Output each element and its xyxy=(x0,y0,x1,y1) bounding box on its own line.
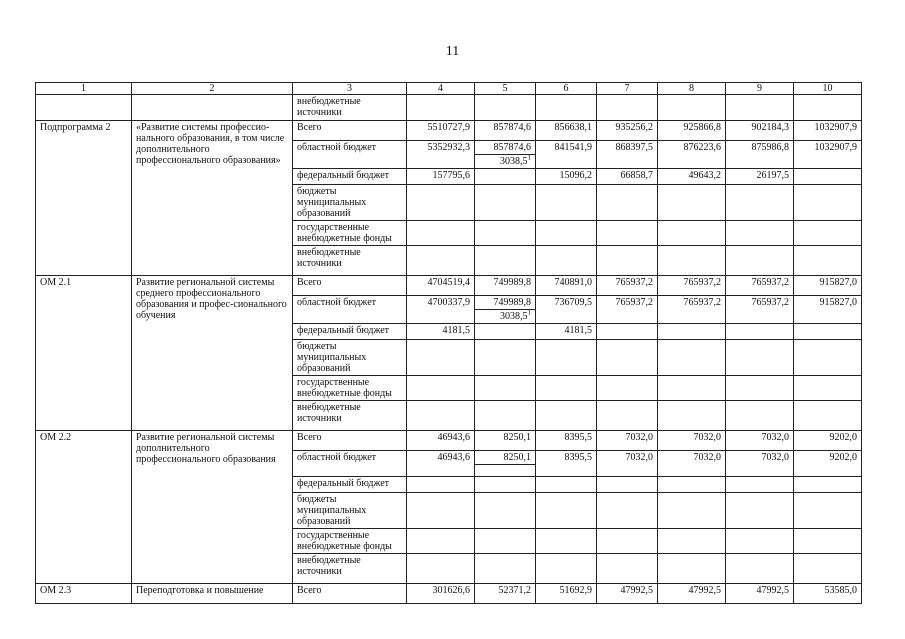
code-cell xyxy=(36,95,132,121)
empty-cell xyxy=(658,376,726,401)
value-cell: 1032907,9 xyxy=(794,141,862,169)
column-header: 4 xyxy=(407,83,475,95)
empty-cell xyxy=(658,246,726,276)
empty-cell xyxy=(794,340,862,376)
empty-cell xyxy=(794,246,862,276)
table-row xyxy=(36,276,862,296)
value-cell: 51692,9 xyxy=(536,584,597,604)
empty-cell xyxy=(407,554,475,584)
value-cell: 765937,2 xyxy=(658,276,726,296)
source-cell: бюджеты муниципальных образований xyxy=(293,185,407,221)
value-cell: 9202,0 xyxy=(794,451,862,477)
empty-cell xyxy=(794,376,862,401)
empty-cell xyxy=(536,95,597,121)
value-cell xyxy=(597,477,658,493)
value-cell: 26197,5 xyxy=(726,169,794,185)
table-row xyxy=(36,431,862,451)
empty-cell xyxy=(597,95,658,121)
value-cell xyxy=(475,169,536,185)
empty-cell xyxy=(407,95,475,121)
empty-cell xyxy=(794,493,862,529)
source-cell: Всего xyxy=(293,276,407,296)
value-cell: 935256,2 xyxy=(597,121,658,141)
column-header: 6 xyxy=(536,83,597,95)
empty-cell xyxy=(794,529,862,554)
empty-cell xyxy=(658,554,726,584)
source-cell: внебюджетные источники xyxy=(293,554,407,584)
empty-cell xyxy=(597,185,658,221)
value-cell: 301626,6 xyxy=(407,584,475,604)
empty-cell xyxy=(597,554,658,584)
value-cell xyxy=(794,477,862,493)
value-cell xyxy=(726,324,794,340)
source-cell: Всего xyxy=(293,121,407,141)
value-cell: 4181,5 xyxy=(536,324,597,340)
empty-cell xyxy=(407,246,475,276)
column-header: 3 xyxy=(293,83,407,95)
value-cell: 1032907,9 xyxy=(794,121,862,141)
empty-cell xyxy=(726,185,794,221)
value-cell: 53585,0 xyxy=(794,584,862,604)
empty-cell xyxy=(475,493,536,529)
value-cell: 876223,6 xyxy=(658,141,726,169)
footnote-amount: 3038,5 xyxy=(500,311,528,322)
value-cell: 765937,2 xyxy=(726,276,794,296)
section-title: «Развитие системы профессио-нального образования, в том числе дополнительного профессионального образования» xyxy=(132,121,293,276)
value-cell: 7032,0 xyxy=(658,431,726,451)
value-cell: 4181,5 xyxy=(407,324,475,340)
source-cell: областной бюджет xyxy=(293,141,407,169)
value-cell: 47992,5 xyxy=(597,584,658,604)
value-cell: 4700337,9 xyxy=(407,296,475,324)
empty-cell xyxy=(475,221,536,246)
empty-cell xyxy=(597,340,658,376)
page-number: 11 xyxy=(445,44,460,59)
empty-cell xyxy=(658,493,726,529)
value-cell: 5352932,3 xyxy=(407,141,475,169)
column-header: 1 xyxy=(36,83,132,95)
value-cell: 8250,1 xyxy=(475,431,536,451)
value-cell: 857874,6 xyxy=(475,121,536,141)
value-cell: 915827,0 xyxy=(794,276,862,296)
value-cell: 46943,6 xyxy=(407,451,475,477)
value-cell: 7032,0 xyxy=(658,451,726,477)
empty-cell xyxy=(658,185,726,221)
source-cell: областной бюджет xyxy=(293,451,407,477)
value-cell: 7032,0 xyxy=(597,431,658,451)
empty-cell xyxy=(658,221,726,246)
budget-table xyxy=(35,82,862,604)
source-cell: областной бюджет xyxy=(293,296,407,324)
section-title: Развитие региональной системы среднего профессионального образования и профес-сионального обучения xyxy=(132,276,293,431)
empty-cell xyxy=(475,95,536,121)
value-cell xyxy=(794,169,862,185)
empty-cell xyxy=(794,401,862,431)
source-cell: внебюджетные источники xyxy=(293,246,407,276)
column-header: 7 xyxy=(597,83,658,95)
value-cell: 765937,2 xyxy=(597,296,658,324)
value-cell: 15096,2 xyxy=(536,169,597,185)
value-cell: 749989,8 xyxy=(475,276,536,296)
empty-cell xyxy=(597,529,658,554)
value-cell: 8395,5 xyxy=(536,451,597,477)
table-row xyxy=(36,95,862,121)
footnote-value xyxy=(475,155,536,169)
section-title: Развитие региональной системы дополнительного профессионального образования xyxy=(132,431,293,584)
empty-cell xyxy=(536,493,597,529)
section-code: ОМ 2.1 xyxy=(36,276,132,431)
table-row xyxy=(36,121,862,141)
empty-cell xyxy=(597,493,658,529)
empty-cell xyxy=(726,493,794,529)
empty-cell xyxy=(794,185,862,221)
empty-cell xyxy=(475,185,536,221)
value-cell: 5510727,9 xyxy=(407,121,475,141)
empty-cell xyxy=(407,221,475,246)
value-cell: 7032,0 xyxy=(726,451,794,477)
empty-cell xyxy=(658,401,726,431)
footnote-value xyxy=(475,310,536,324)
empty-cell xyxy=(536,340,597,376)
column-header: 10 xyxy=(794,83,862,95)
value-cell: 49643,2 xyxy=(658,169,726,185)
value-cell xyxy=(658,477,726,493)
value-cell: 868397,5 xyxy=(597,141,658,169)
column-header: 5 xyxy=(475,83,536,95)
value-cell: 875986,8 xyxy=(726,141,794,169)
source-cell: бюджеты муниципальных образований xyxy=(293,493,407,529)
empty-cell xyxy=(794,95,862,121)
section-code: Подпрограмма 2 xyxy=(36,121,132,276)
footnote-amount: 3038,5 xyxy=(500,156,528,167)
value-cell xyxy=(794,324,862,340)
value-cell: 925866,8 xyxy=(658,121,726,141)
empty-cell xyxy=(407,376,475,401)
source-cell: федеральный бюджет xyxy=(293,324,407,340)
empty-cell xyxy=(475,246,536,276)
value-cell: 765937,2 xyxy=(726,296,794,324)
value-cell: 749989,8 xyxy=(475,296,536,310)
value-cell: 856638,1 xyxy=(536,121,597,141)
title-cell xyxy=(132,95,293,121)
value-cell: 52371,2 xyxy=(475,584,536,604)
value-cell: 7032,0 xyxy=(597,451,658,477)
column-header: 8 xyxy=(658,83,726,95)
value-cell: 157795,6 xyxy=(407,169,475,185)
empty-cell xyxy=(536,376,597,401)
section-code: ОМ 2.2 xyxy=(36,431,132,584)
empty-cell xyxy=(475,340,536,376)
section-title: Переподготовка и повышение xyxy=(132,584,293,604)
empty-cell xyxy=(658,340,726,376)
table-row xyxy=(36,584,862,604)
value-cell: 9202,0 xyxy=(794,431,862,451)
value-cell: 47992,5 xyxy=(726,584,794,604)
value-cell: 8395,5 xyxy=(536,431,597,451)
empty-cell xyxy=(475,401,536,431)
header-row xyxy=(36,83,862,95)
empty-cell xyxy=(597,376,658,401)
empty-cell xyxy=(726,221,794,246)
empty-cell xyxy=(726,554,794,584)
value-cell xyxy=(726,477,794,493)
value-cell: 915827,0 xyxy=(794,296,862,324)
empty-cell xyxy=(658,529,726,554)
empty-cell xyxy=(726,401,794,431)
empty-cell xyxy=(726,95,794,121)
value-cell: 7032,0 xyxy=(726,431,794,451)
empty-cell xyxy=(536,401,597,431)
value-cell: 4704519,4 xyxy=(407,276,475,296)
empty-cell xyxy=(597,221,658,246)
source-cell: бюджеты муниципальных образований xyxy=(293,340,407,376)
column-header: 2 xyxy=(132,83,293,95)
footnote-marker: 1 xyxy=(527,154,531,162)
empty-cell xyxy=(726,529,794,554)
empty-cell xyxy=(726,340,794,376)
value-cell xyxy=(475,324,536,340)
value-cell: 857874,6 xyxy=(475,141,536,155)
value-cell: 841541,9 xyxy=(536,141,597,169)
value-cell: 47992,5 xyxy=(658,584,726,604)
empty-cell xyxy=(536,529,597,554)
value-cell xyxy=(597,324,658,340)
empty-cell xyxy=(536,185,597,221)
value-cell xyxy=(536,477,597,493)
empty-cell xyxy=(407,401,475,431)
empty-cell xyxy=(597,401,658,431)
empty-cell xyxy=(475,529,536,554)
empty-cell xyxy=(658,95,726,121)
empty-cell xyxy=(407,185,475,221)
source-cell: Всего xyxy=(293,431,407,451)
source-cell: внебюджетные источники xyxy=(293,401,407,431)
empty-cell xyxy=(794,554,862,584)
value-cell: 8250,1 xyxy=(475,451,536,465)
source-cell: государственные внебюджетные фонды xyxy=(293,376,407,401)
empty-cell xyxy=(726,376,794,401)
empty-cell xyxy=(407,493,475,529)
empty-cell xyxy=(726,246,794,276)
value-cell xyxy=(658,324,726,340)
footnote-value xyxy=(475,465,536,477)
source-cell: государственные внебюджетные фонды xyxy=(293,529,407,554)
value-cell: 740891,0 xyxy=(536,276,597,296)
column-header: 9 xyxy=(726,83,794,95)
empty-cell xyxy=(794,221,862,246)
value-cell: 902184,3 xyxy=(726,121,794,141)
empty-cell xyxy=(407,340,475,376)
source-cell: Всего xyxy=(293,584,407,604)
source-cell: внебюджетные источники xyxy=(293,95,407,121)
empty-cell xyxy=(475,554,536,584)
section-code: ОМ 2.3 xyxy=(36,584,132,604)
value-cell: 46943,6 xyxy=(407,431,475,451)
value-cell: 736709,5 xyxy=(536,296,597,324)
table-body xyxy=(36,83,862,604)
empty-cell xyxy=(536,554,597,584)
empty-cell xyxy=(475,376,536,401)
source-cell: федеральный бюджет xyxy=(293,477,407,493)
source-cell: государственные внебюджетные фонды xyxy=(293,221,407,246)
empty-cell xyxy=(536,221,597,246)
value-cell xyxy=(407,477,475,493)
empty-cell xyxy=(407,529,475,554)
value-cell: 765937,2 xyxy=(658,296,726,324)
source-cell: федеральный бюджет xyxy=(293,169,407,185)
value-cell xyxy=(475,477,536,493)
empty-cell xyxy=(536,246,597,276)
value-cell: 765937,2 xyxy=(597,276,658,296)
value-cell: 66858,7 xyxy=(597,169,658,185)
empty-cell xyxy=(597,246,658,276)
footnote-marker: 1 xyxy=(527,309,531,317)
